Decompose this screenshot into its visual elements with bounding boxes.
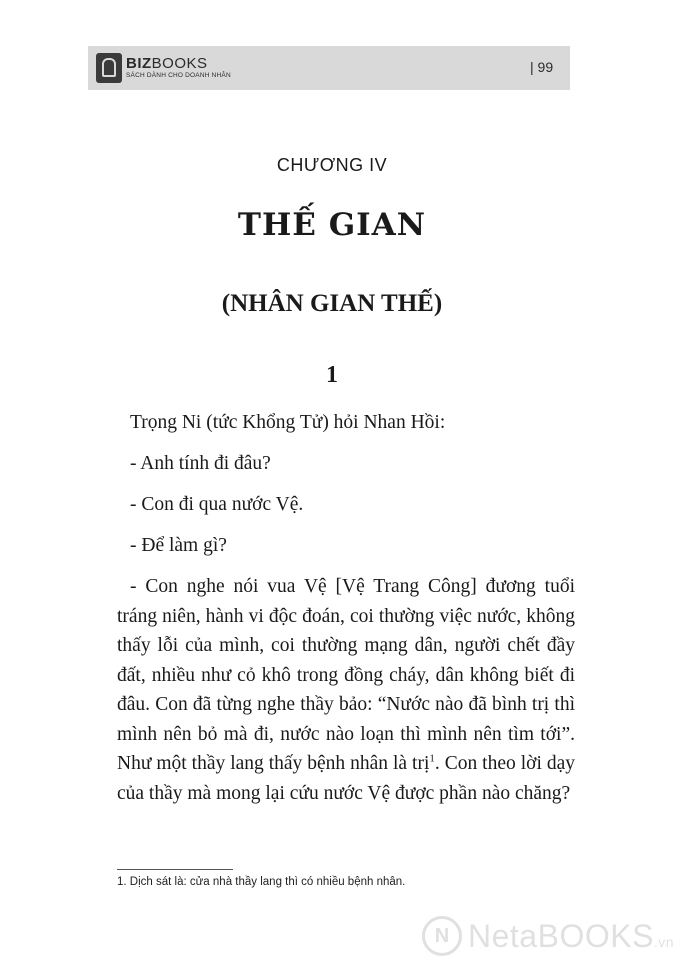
chapter-title: THẾ GIAN [237, 207, 427, 243]
watermark-brand: NetaBOOKS [468, 917, 654, 954]
watermark-text [468, 918, 674, 955]
footnote-marker[interactable]: 1 [429, 752, 435, 765]
chapter-subtitle: (NHÂN GIAN THẾ) [221, 290, 443, 317]
logo-tagline: SÁCH DÀNH CHO DOANH NHÂN [126, 72, 231, 80]
paragraph: - Để làm gì? [130, 535, 227, 556]
paragraph-text: - Con nghe nói vua Vệ [Vệ Trang Công] đương tuổi tráng niên, hành vi độc đoán, coi thường việc nước, không thấy lỗi của mình, coi thường mạng dân, người chết đầy đất, nhiều như cỏ khô trong đồng cháy, dân không biết đi đâu. Con đã từng nghe thầy bảo: “Nước nào đã bình trị thì mình nên bỏ mà đi, nước nào loạn thì mình nên tìm tới”. Như một thầy lang thấy bệnh nhân là trị [117, 576, 575, 774]
logo-text [126, 56, 231, 80]
paragraph: - Con đi qua nước Vệ. [130, 494, 304, 515]
section-number: 1 [326, 362, 338, 388]
page-number: | 99 [530, 59, 554, 75]
paragraph-text-tail: . Con theo lời dạy của thầy mà mong lại cứu nước Vệ được phần nào chăng? [117, 753, 575, 804]
publisher-logo [96, 52, 231, 84]
body-text [117, 408, 575, 819]
logo-mark-icon [96, 53, 122, 83]
footnote-divider [117, 869, 233, 870]
logo-brand [126, 56, 231, 71]
paragraph [117, 572, 575, 808]
netabooks-logo-icon [422, 916, 462, 956]
logo-brand-bold: BIZ [126, 55, 152, 73]
watermark-suffix: .vn [653, 933, 675, 950]
paragraph: - Anh tính đi đâu? [130, 453, 271, 474]
watermark [422, 916, 674, 956]
logo-brand-light: BOOKS [151, 55, 208, 73]
chapter-label: CHƯƠNG IV [276, 155, 388, 175]
footnote: 1. Dịch sát là: cửa nhà thầy lang thì có nhiều bệnh nhân. [117, 876, 406, 888]
paragraph: Trọng Ni (tức Khổng Tử) hỏi Nhan Hồi: [130, 412, 446, 433]
